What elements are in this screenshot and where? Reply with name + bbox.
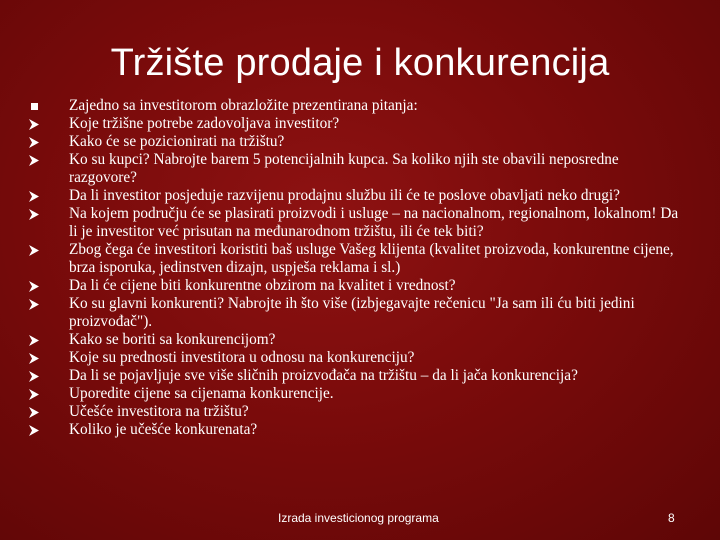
bullet-item	[0, 403, 700, 421]
bullet-text: Koje su prednosti investitora u odnosu na konkurenciju?	[69, 349, 415, 366]
arrow-bullet-icon	[24, 295, 44, 313]
bullet-item	[0, 367, 700, 385]
arrow-bullet-icon	[24, 331, 44, 349]
footer-text: Izrada investicionog programa	[278, 511, 439, 525]
bullet-text: Zbog čega će investitori koristiti baš usluge Vašeg klijenta (kvalitet proizvoda, konkurentne cijene, brza isporuka, jedinstven dizajn, uspješa reklama i sl.)	[69, 241, 674, 276]
bullet-item	[0, 295, 700, 331]
bullet-item	[0, 115, 700, 133]
arrow-bullet-icon	[24, 151, 44, 169]
page-number: 8	[668, 511, 675, 525]
square-bullet-icon	[24, 97, 44, 115]
bullet-text: Zajedno sa investitorom obrazložite prezentirana pitanja:	[69, 97, 418, 114]
slide-footer	[0, 509, 720, 527]
bullet-text: Kako se boriti sa konkurencijom?	[69, 331, 276, 348]
arrow-bullet-icon	[24, 349, 44, 367]
arrow-bullet-icon	[24, 385, 44, 403]
arrow-bullet-icon	[24, 421, 44, 439]
bullet-text: Ko su kupci? Nabrojte barem 5 potencijalnih kupca. Sa koliko njih ste obavili neposredne razgovore?	[69, 151, 619, 186]
bullet-item	[0, 187, 700, 205]
bullet-item	[0, 421, 700, 439]
bullet-text: Koje tržišne potrebe zadovoljava investitor?	[69, 115, 340, 132]
bullet-item	[0, 277, 700, 295]
bullet-text: Da li će cijene biti konkurentne obzirom na kvalitet i vrednost?	[69, 277, 456, 294]
arrow-bullet-icon	[24, 115, 44, 133]
arrow-bullet-icon	[24, 367, 44, 385]
arrow-bullet-icon	[24, 187, 44, 205]
bullet-text: Koliko je učešće konkurenata?	[69, 421, 258, 438]
bullet-item	[0, 205, 700, 241]
arrow-bullet-icon	[24, 241, 44, 259]
bullet-text: Ko su glavni konkurenti? Nabrojte ih što više (izbjegavajte rečenicu "Ja sam ili ću biti jedini proizvođač").	[69, 295, 635, 330]
slide-title: Tržište prodaje i konkurencija	[110, 42, 610, 84]
arrow-bullet-icon	[24, 205, 44, 223]
bullet-item	[0, 331, 700, 349]
arrow-bullet-icon	[24, 403, 44, 421]
bullet-item	[0, 385, 700, 403]
bullet-list	[0, 97, 700, 439]
bullet-text: Na kojem području će se plasirati proizvodi i usluge – na nacionalnom, regionalnom, lokalnom! Da li je investitor već prisutan na međunarodnom tržištu, ili će tek biti?	[69, 205, 679, 240]
bullet-text: Učešće investitora na tržištu?	[69, 403, 249, 420]
arrow-bullet-icon	[24, 277, 44, 295]
arrow-bullet-icon	[24, 133, 44, 151]
bullet-item	[0, 97, 700, 115]
bullet-text: Kako će se pozicionirati na tržištu?	[69, 133, 285, 150]
bullet-item	[0, 349, 700, 367]
bullet-item	[0, 151, 700, 187]
bullet-text: Da li se pojavljuje sve više sličnih proizvođača na tržištu – da li jača konkurencija?	[69, 367, 578, 384]
bullet-text: Uporedite cijene sa cijenama konkurencije.	[69, 385, 334, 402]
bullet-text: Da li investitor posjeduje razvijenu prodajnu službu ili će te poslove obavljati neko drugi?	[69, 187, 620, 204]
bullet-item	[0, 133, 700, 151]
bullet-item	[0, 241, 700, 277]
